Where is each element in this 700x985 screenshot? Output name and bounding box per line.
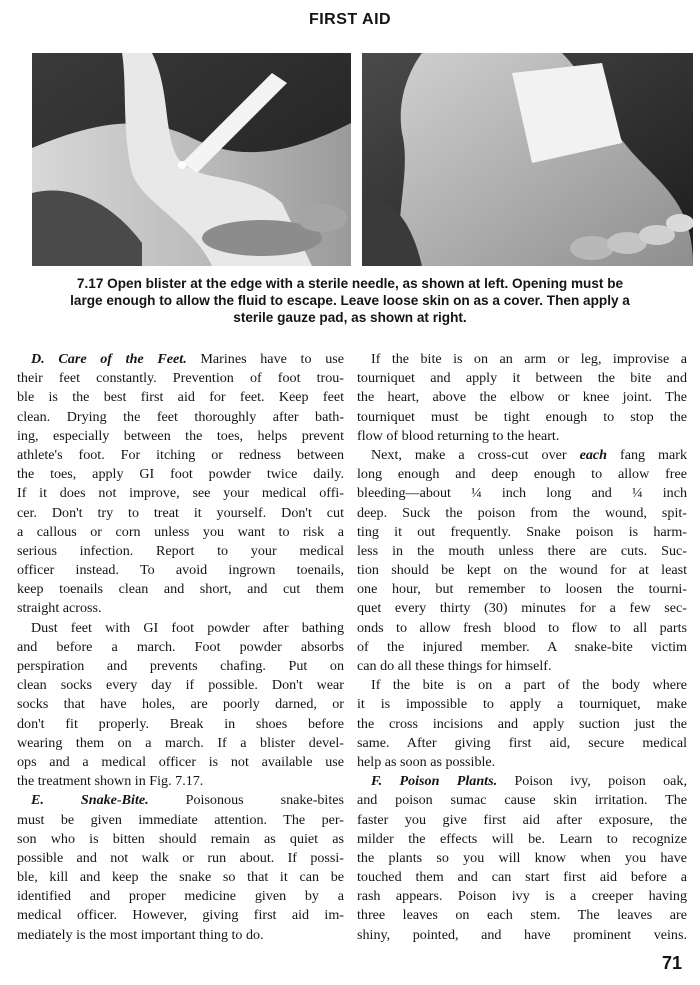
section-heading-poison-plants: F. Poison Plants.: [371, 773, 498, 790]
text-line: ops and a medical officer is not available use: [17, 753, 344, 770]
text-line: ble, kill and keep the snake so that it can be: [17, 869, 344, 886]
text-line: onds to allow fresh blood to flow to all parts: [357, 619, 687, 636]
text-line: a callous or corn unless you want to risk a: [17, 523, 344, 540]
text-line: F. Poison Plants. Poison ivy, poison oak,: [371, 773, 687, 790]
text-line: their feet constantly. Prevention of foot trou-: [17, 370, 344, 387]
text-line: milder the effects will be. Learn to recognize: [357, 830, 687, 847]
text-line: and poison sumac cause skin irritation. The: [357, 792, 687, 809]
blister-needle-photo: [32, 53, 351, 266]
text-line: long enough and deep enough to allow free: [357, 466, 687, 483]
caption-line: sterile gauze pad, as shown at right.: [233, 310, 467, 325]
text-line: ing, especially between the toes, helps prevent: [17, 427, 344, 444]
text-line: keep toenails clean and short, and cut them: [17, 581, 344, 598]
text-line: serious infection. Report to your medical: [17, 542, 344, 559]
text-line: tourniquet and apply it between the bite and: [357, 370, 687, 387]
text-line: ting it out frequently. Snake poison is harm-: [357, 523, 687, 540]
text-line: quet every thirty (30) minutes for a few sec-: [357, 600, 687, 617]
text-line: ble is the best first aid for feet. Keep feet: [17, 389, 344, 406]
text-line: flow of blood returning to the heart.: [357, 427, 560, 444]
text-line: less in the mouth unless there are cuts. Suc-: [357, 542, 687, 559]
text-line: E. Snake-Bite. Poisonous snake-bites: [31, 792, 344, 809]
text-line: shiny, pointed, and have prominent veins.: [357, 926, 687, 943]
text-line: faster you give first aid after exposure, the: [357, 811, 687, 828]
text-line: it is impossible to apply a tourniquet, make: [357, 696, 687, 713]
text-line: deep. Suck the poison from the wound, spit-: [357, 504, 687, 521]
text-line: athlete's foot. For itching or redness between: [17, 446, 344, 463]
text-line: straight across.: [17, 600, 102, 617]
text-line: mediately is the most important thing to do.: [17, 926, 264, 943]
text-line: one hour, but remember to loosen the tourni-: [357, 581, 687, 598]
text-line: the treatment shown in Fig. 7.17.: [17, 773, 204, 790]
text-line: of the injured member. A snake-bite victim: [357, 638, 687, 655]
text-line: tion should be kept on the wound for at least: [357, 562, 687, 579]
text-line: medical officer. However, giving first aid im-: [17, 907, 344, 924]
text-line: If the bite is on a part of the body where: [371, 677, 687, 694]
figure-caption: [22, 275, 678, 326]
text-line: same. After giving first aid, secure medical: [357, 734, 687, 751]
section-heading-care-of-feet: D. Care of the Feet.: [31, 351, 187, 367]
text-line: the plants so you will know when you have: [357, 849, 687, 866]
page-header: FIRST AID: [308, 11, 392, 28]
text-line: possible and not walk or run about. If possi-: [17, 849, 344, 866]
text-line: wearing them on a march. If a blister devel-: [17, 734, 344, 751]
text-line: tourniquet must be tight enough to stop the: [357, 408, 687, 425]
emphasis-each: each: [579, 446, 607, 463]
text-line: Next, make a cross-cut over each fang mark: [371, 446, 687, 463]
text-line: help as soon as possible.: [357, 753, 496, 770]
text-line: and before a march. Foot powder absorbs: [17, 638, 344, 655]
text-line: clean socks every day if possible. Don't wear: [17, 677, 344, 694]
text-line: can do all these things for himself.: [357, 658, 552, 674]
text-line: officer instead. To avoid ingrown toenails,: [17, 562, 344, 579]
text-line: son who is bitten should remain as quiet as: [17, 830, 344, 847]
text-line: must be given immediate attention. The per-: [17, 811, 344, 828]
right-column: [357, 350, 687, 945]
text-line: cer. Don't try to treat it yourself. Don't cut: [17, 504, 344, 521]
caption-line: large enough to allow the fluid to escape. Leave loose skin on as a cover. Then apply a: [70, 293, 630, 308]
page-number: 71: [661, 953, 682, 973]
text-line: the toes, apply GI foot powder twice daily.: [17, 466, 344, 483]
text-line: don't fit properly. Break in shoes before: [17, 715, 344, 732]
text-line: three leaves on each stem. The leaves are: [357, 907, 687, 924]
text-line: the cross incisions and apply suction just the: [357, 715, 687, 732]
text-line: socks that have holes, are poorly darned, or: [17, 696, 344, 713]
caption-line: 7.17 Open blister at the edge with a sterile needle, as shown at left. Opening must be: [76, 276, 624, 291]
section-heading-snake-bite: E. Snake-Bite.: [31, 792, 149, 809]
text-line: bleeding—about ¼ inch long and ¼ inch: [357, 485, 687, 502]
text-line: If it does not improve, see your medical offi-: [17, 485, 344, 502]
text-line: rash appears. Poison ivy is a creeper having: [357, 888, 687, 905]
text-line: perspiration and prevents chafing. Put on: [17, 658, 344, 674]
text-line: identified and proper medicine given by a: [17, 888, 344, 905]
text-line: clean. Drying the feet thoroughly after bath-: [17, 408, 344, 425]
left-column: [17, 350, 344, 945]
text-line: D. Care of the Feet. Marines have to use: [31, 351, 344, 367]
text-line: the heart, above the elbow or knee joint. The: [357, 389, 687, 406]
text-line: Dust feet with GI foot powder after bathing: [31, 619, 344, 636]
text-line: touched them and can start first aid before a: [357, 869, 687, 886]
text-line: If the bite is on an arm or leg, improvise a: [371, 351, 687, 367]
gauze-pad-photo: [362, 53, 693, 266]
